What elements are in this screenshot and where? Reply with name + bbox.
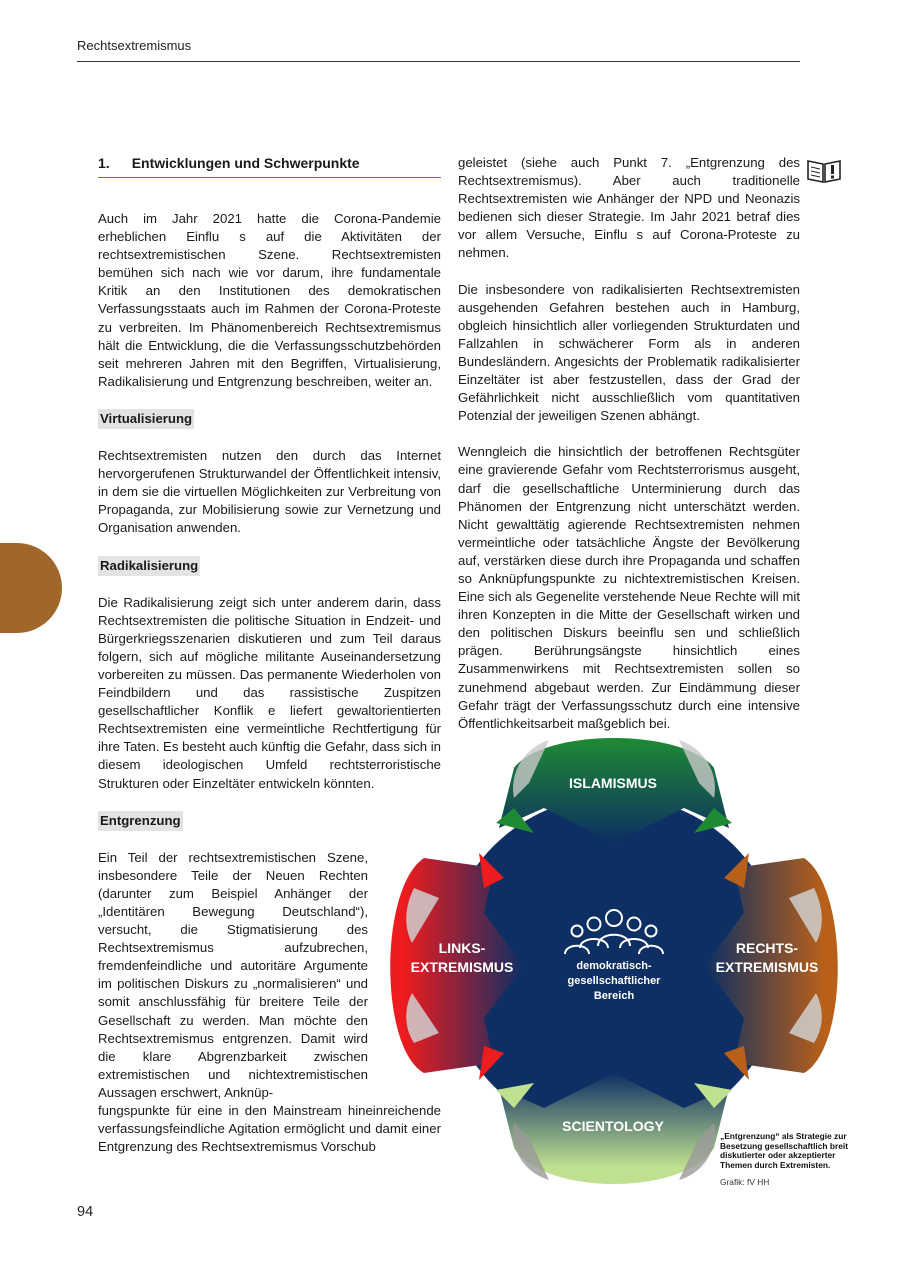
entgrenzung-diagram bbox=[384, 728, 844, 1193]
virtualisierung-paragraph: Rechtsextremisten nutzen den durch das Internet hervorgerufenen Strukturwandel der Öffentlichkeit intensiv, in dem sie die virtuellen Möglichkeiten zur Verbreitung von Propaganda, zur Mobilisierung sowie zur Vernetzung und Organisation anwenden. bbox=[98, 448, 441, 536]
label-rechts-line1: RECHTS- bbox=[735, 940, 799, 956]
section-title: Entwicklungen und Schwerpunkte bbox=[131, 155, 360, 171]
subheading-radikalisierung: Radikalisierung bbox=[98, 556, 200, 576]
figure-caption: „Entgrenzung“ als Strategie zur Besetzung gesellschaftlich breit diskutierter oder akzeptierter Themen durch Extremisten. bbox=[720, 1131, 848, 1170]
chapter-tab bbox=[0, 543, 62, 633]
label-links-line2: EXTREMISMUS bbox=[410, 959, 514, 975]
section-number: 1. bbox=[98, 155, 110, 171]
subheading-virtualisierung: Virtualisierung bbox=[98, 409, 194, 429]
intro-paragraph: Auch im Jahr 2021 hatte die Corona-Pandemie erheblichen Einflu s auf die Aktivitäten der rechtsextremistischen Szene. Rechtsextremisten bemühen sich nach wie vor darum, ihre fundamentale Kritik an den Institutionen des demokratischen Verfassungsstaats auch im Rahmen der Corona-Proteste zu verbreiten. Im Phänomenbereich Rechtsextremismus hält die Entwicklung, die die Verfassungsschutzbehörden seit mehreren Jahren mit den Begriffen, Virtualisierung, Radikalisierung und Entgrenzung beschreiben, weiter an. bbox=[98, 211, 441, 389]
label-links-line1: LINKS- bbox=[438, 940, 486, 956]
subheading-entgrenzung: Entgrenzung bbox=[98, 811, 183, 831]
label-scientology: SCIENTOLOGY bbox=[562, 1118, 664, 1134]
entgrenzung-text-wrapped: Ein Teil der rechtsextremistischen Szene, insbesondere Teile der Neuen Rechten (darunter zum Beispiel Anhänger der „Identitären Bewegung Deutschland“), versucht, die Stigmatisierung des Rechtsextremismus aufzubrechen, fremdenfeindliche und autoritäre Argumente im politischen Diskurs zu „normalisieren“ und somit anschlussfähig für breitere Teile der Gesellschaft zu werden. Man möchte den Rechtsextremismus entgrenzen. Damit wird die klare Abgrenzbarkeit zwischen extremistischen und nichtextremistischen Aussagen erschwert, Anknüp- bbox=[98, 849, 368, 1100]
label-rechts-line2: EXTREMISMUS bbox=[715, 959, 819, 975]
entgrenzung-text-full: fungspunkte für eine in den Mainstream hineinreichende verfassungsfeindliche Agitation ermöglicht und damit einer Entgrenzung des Rechtsextremismus Vorschub bbox=[98, 1103, 441, 1155]
page-number: 94 bbox=[77, 1204, 94, 1220]
header-rule bbox=[77, 61, 800, 62]
center-label-line1: demokratisch- bbox=[576, 960, 652, 972]
radikalisierung-paragraph: Die Radikalisierung zeigt sich unter anderem darin, dass Rechtsextremisten die politische Situation in Endzeit- und Bürgerkriegsszenarien diskutieren und zum Teil daraus folgern, sich auf mögliche militante Auseinandersetzung vorbereiten zu müssen. Das permanente Wiederholen von Feindbildern und das rassistische Zuspitzen gesellschaftlicher Konflik e liefert gewaltorientierten Rechtsextremisten eine vermeintliche Rechtfertigung für ihre Taten. Es besteht auch künftig die Gefahr, dass sich in diesem ideologischen Umfeld rechtsterroristische Strukturen oder Einzeltäter entwickeln könnten. bbox=[98, 594, 441, 791]
right-paragraph-3: Wenngleich die hinsichtlich der betroffenen Rechtsgüter eine gravierende Gefahr vom Rechtsterrorismus ausgeht, darf die gesellschaftliche Unterminierung durch das Phänomen der Entgrenzung nicht unterschätzt werden. Nicht gewalttätig agierende Rechtsextremisten nehmen vermeintliche oder tatsächliche Ängste der Bevölkerung auf, verstärken diese durch ihre Propaganda und schaffen so Anknüpfungspunkte zu nichtextremistischen Kreisen. Eine sich als Gegenelite verstehende Neue Rechte will mit ihren Konzepten in die Mitte der Gesellschaft wirken und den politischen Diskurs beeinflu sen und schließlich prägen. Berührungsängste hinsichtlich eines Zusammenwirkens mit Rechtsextremisten sollen so zunehmend abgebaut werden. Zur Eindämmung dieser Gefahr trägt der Verfassungsschutz durch eine intensive Öffentlichkeitsarbeit maßgeblich bei. bbox=[458, 444, 800, 731]
center-label-line2: gesellschaftlicher bbox=[567, 975, 661, 987]
right-paragraph-2: Die insbesondere von radikalisierten Rechtsextremisten ausgehenden Gefahren bestehen auch in Hamburg, obgleich hinsichtlich aller vorliegenden Strukturdaten und Fallzahlen in schwächerer Form als in anderen Bundesländern. Angesichts der Problematik radikalisierter Einzeltäter ist aber festzustellen, dass der Grad der Gefährlichkeit nicht ausschließlich vom quantitativen Potenzial der jeweiligen Szenen abhängt. bbox=[458, 281, 800, 424]
right-paragraph-1: geleistet (siehe auch Punkt 7. „Entgrenzung des Rechtsextremismus). Aber auch traditionelle Rechtsextremisten wie Anhänger der NPD und Neonazis bedienen sich dieser Strategie. Im Jahr 2021 betraf dies vor allem Versuche, Einflu s auf Corona-Proteste zu nehmen. bbox=[458, 155, 800, 261]
open-book-exclamation-icon bbox=[806, 158, 842, 184]
label-islamismus: ISLAMISMUS bbox=[569, 775, 657, 791]
right-column bbox=[458, 154, 800, 751]
running-title: Rechtsextremismus bbox=[77, 38, 192, 53]
figure-credit: Grafik: fV HH bbox=[720, 1177, 770, 1187]
center-label-line3: Bereich bbox=[593, 990, 635, 1002]
section-heading bbox=[98, 154, 441, 178]
